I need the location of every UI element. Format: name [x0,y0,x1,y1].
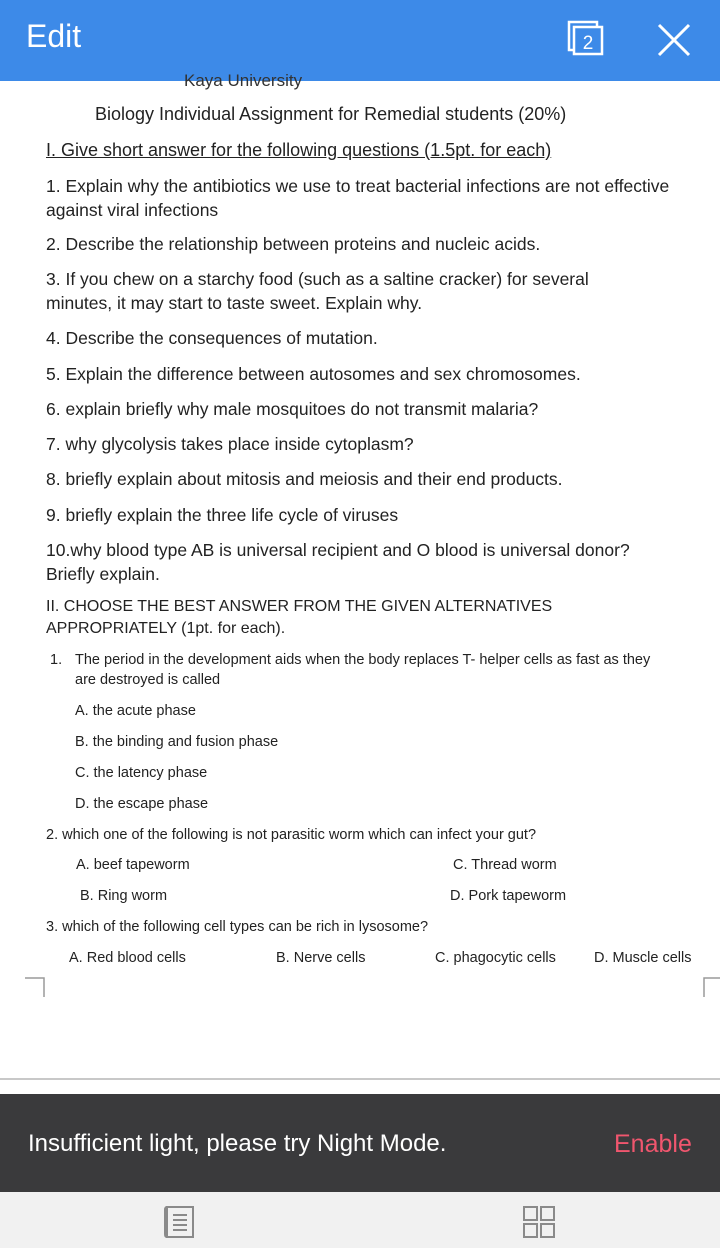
list-icon[interactable] [163,1204,197,1240]
edit-title[interactable]: Edit [26,18,82,54]
mc-2-question: 2. which one of the following is not parasitic worm which can infect your gut? [46,827,537,843]
mc-3-option-b: B. Nerve cells [276,950,366,966]
mc-3-question: 3. which of the following cell types can be rich in lysosome? [46,919,429,935]
question-3-line-2: minutes, it may start to taste sweet. Explain why. [46,293,423,313]
cut-header: Kaya University [184,71,303,90]
page-corner-mark-left [25,977,45,997]
toast-message: Insufficient light, please try Night Mode. [28,1130,447,1157]
mc-2-option-b: B. Ring worm [80,888,168,904]
close-icon[interactable] [656,22,692,58]
mc-3-option-d: D. Muscle cells [594,950,692,966]
question-3-line-1: 3. If you chew on a starchy food (such as a saltine cracker) for several [46,269,589,289]
question-9: 9. briefly explain the three life cycle of viruses [46,505,399,525]
night-mode-toast [0,1094,720,1192]
question-1-line-1: 1. Explain why the antibiotics we use to treat bacterial infections are not effective [46,176,670,196]
question-10-line-1: 10.why blood type AB is universal recipient and O blood is universal donor? [46,540,630,560]
mc-1-option-b: B. the binding and fusion phase [75,734,279,750]
question-2: 2. Describe the relationship between proteins and nucleic acids. [46,234,541,254]
question-8: 8. briefly explain about mitosis and meiosis and their end products. [46,469,563,489]
question-7: 7. why glycolysis takes place inside cytoplasm? [46,434,414,454]
section-1-heading: I. Give short answer for the following questions (1.5pt. for each) [46,140,552,160]
top-app-bar [0,0,720,81]
page-corner-mark-right [700,977,720,997]
mc-1-option-a: A. the acute phase [75,703,196,719]
mc-3-option-a: A. Red blood cells [69,950,186,966]
mc-1-option-d: D. the escape phase [75,796,209,812]
question-6: 6. explain briefly why male mosquitoes do not transmit malaria? [46,399,539,419]
document-page[interactable] [0,71,720,1078]
bottom-toolbar [0,1192,720,1248]
page-count: 2 [582,33,594,54]
mc-2-option-a: A. beef tapeworm [76,857,190,873]
section-2-heading-line-2: APPROPRIATELY (1pt. for each). [46,620,286,637]
question-1-line-2: against viral infections [46,200,219,220]
mc-1-option-c: C. the latency phase [75,765,208,781]
pages-icon[interactable] [566,20,604,56]
mc-1-number: 1. [50,652,63,668]
question-4: 4. Describe the consequences of mutation. [46,328,378,348]
mc-2-option-c: C. Thread worm [453,857,557,873]
document-title: Biology Individual Assignment for Remedial students (20%) [95,104,567,124]
grid-icon[interactable] [522,1204,556,1240]
mc-1-line-2: are destroyed is called [75,672,221,688]
enable-button[interactable]: Enable [614,1130,692,1158]
mc-1-line-1: The period in the development aids when the body replaces T- helper cells as fast as they [75,652,651,668]
question-10-line-2: Briefly explain. [46,564,160,584]
mc-3-option-c: C. phagocytic cells [435,950,556,966]
section-2-heading-line-1: II. CHOOSE THE BEST ANSWER FROM THE GIVEN ALTERNATIVES [46,598,553,615]
mc-2-option-d: D. Pork tapeworm [450,888,567,904]
page-divider [0,1078,720,1080]
question-5: 5. Explain the difference between autosomes and sex chromosomes. [46,364,581,384]
